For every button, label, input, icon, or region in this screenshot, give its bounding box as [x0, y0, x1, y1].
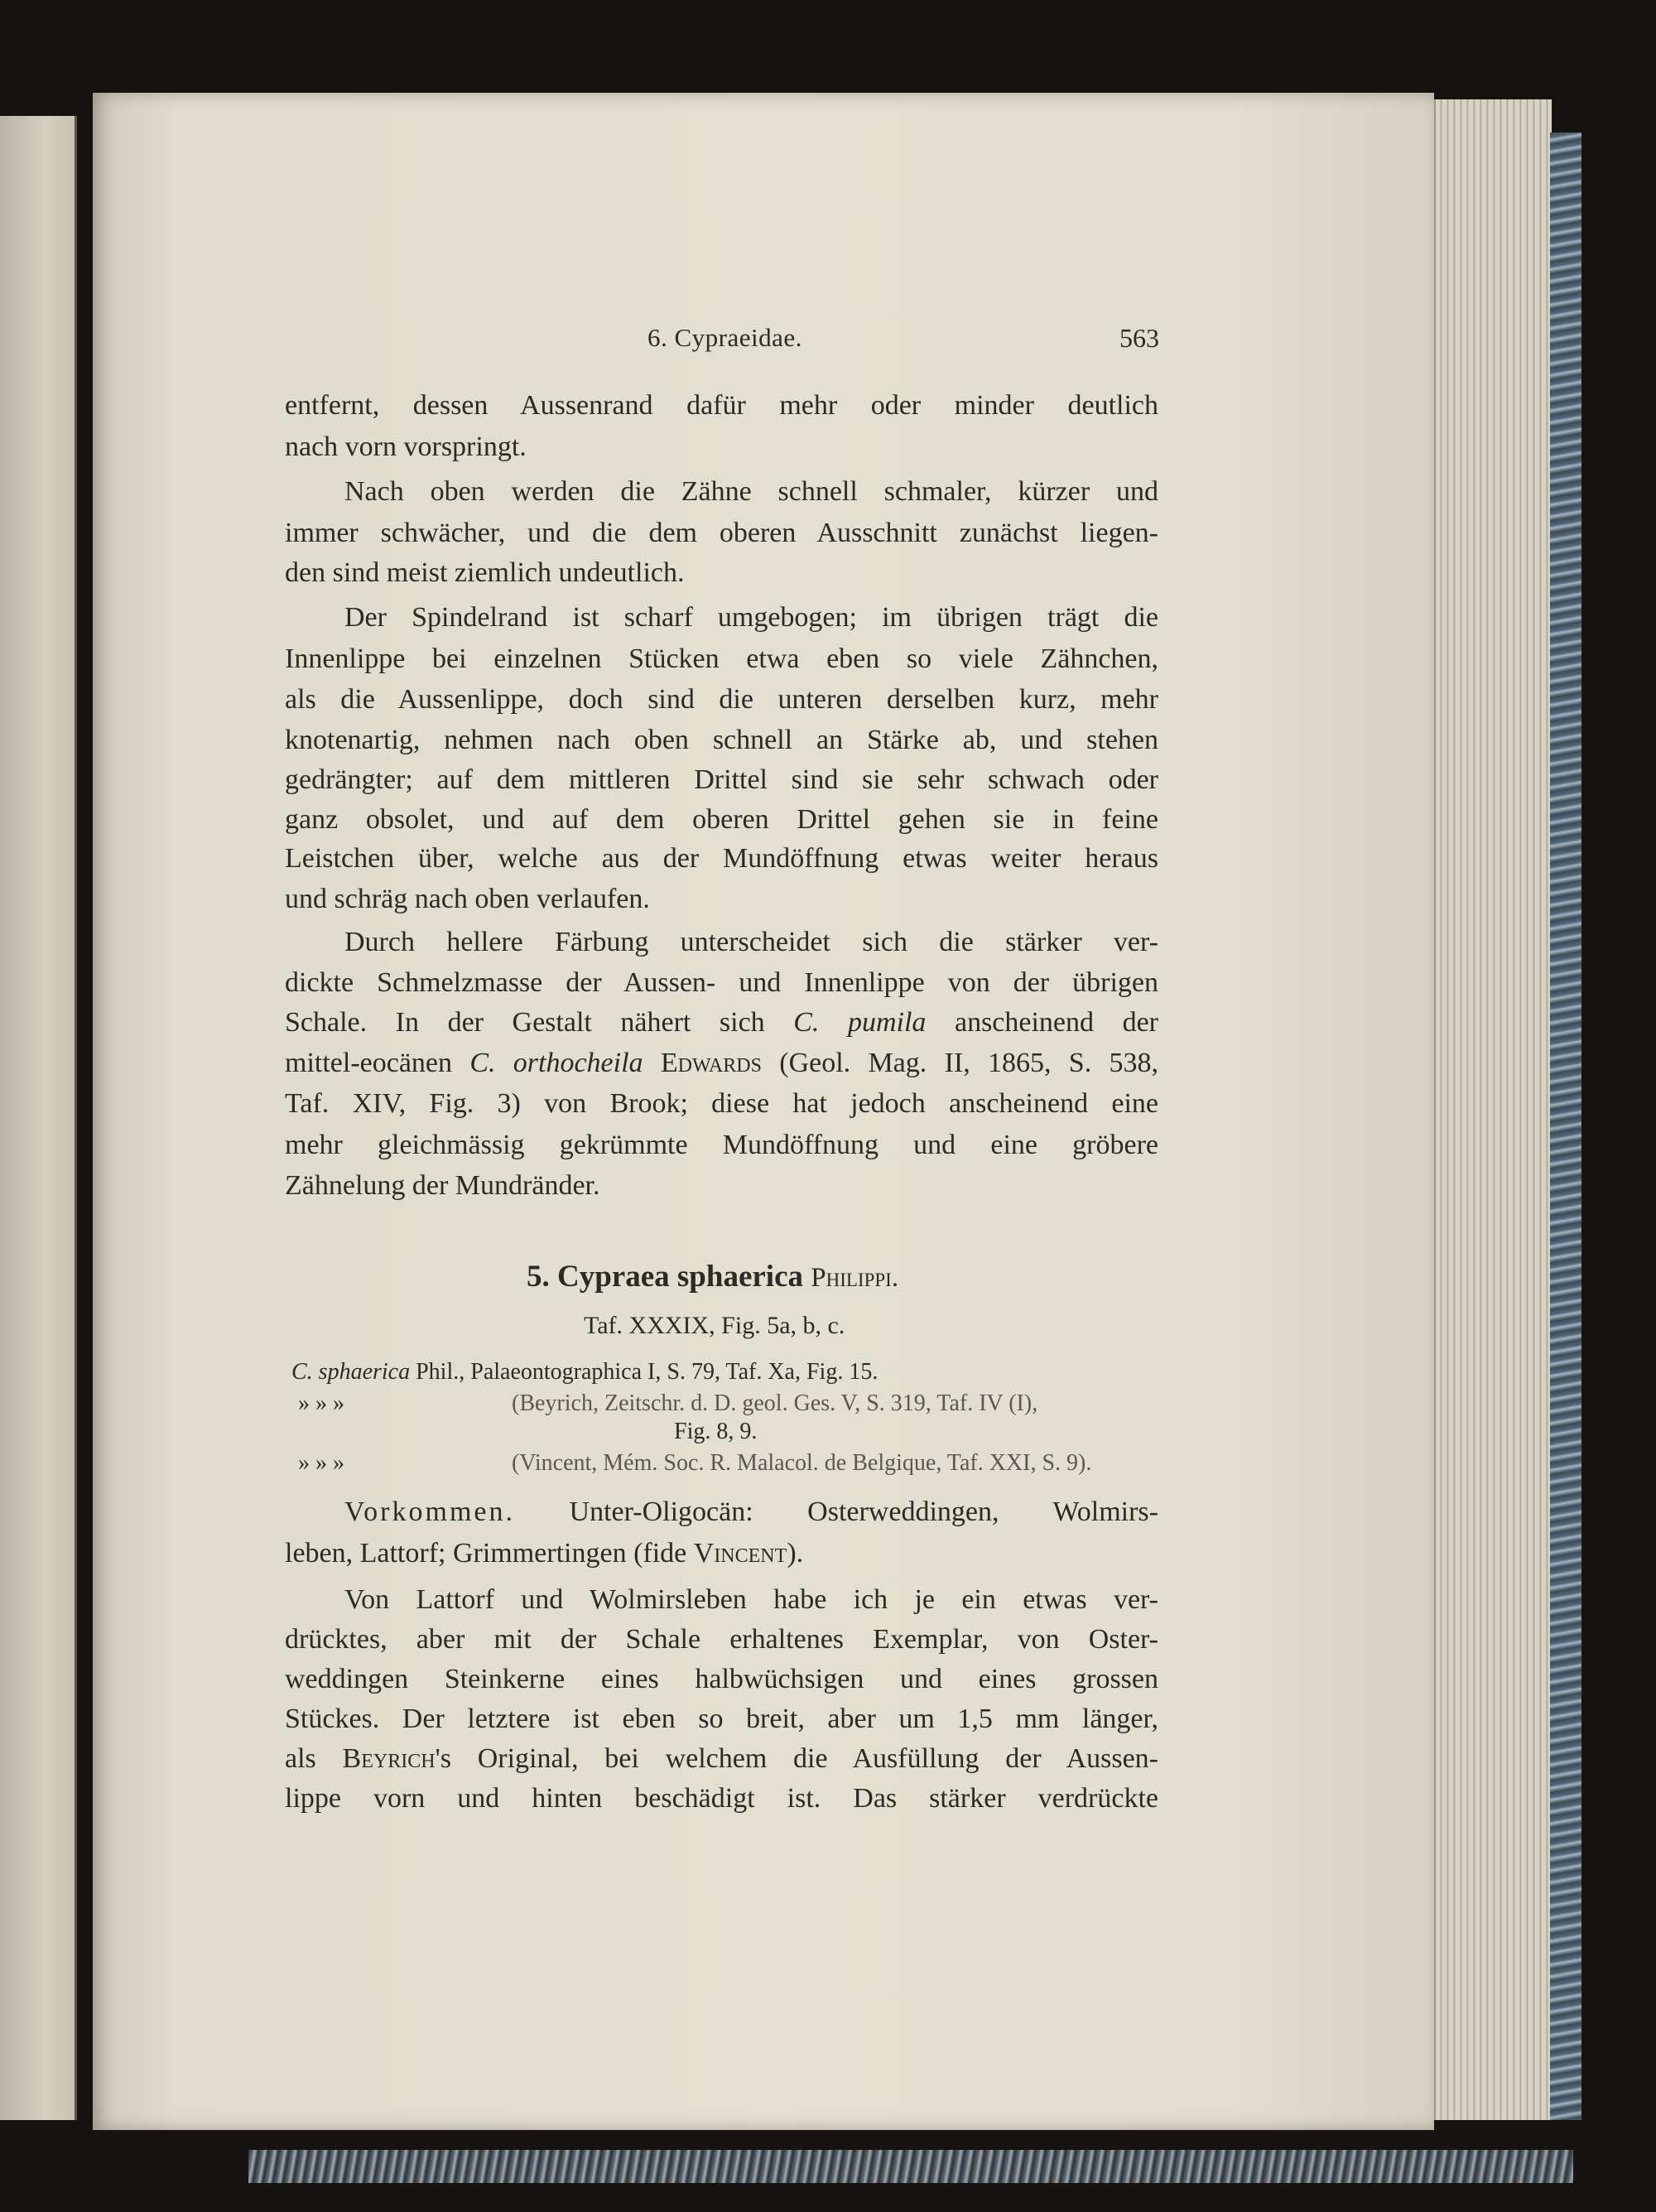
text-line: Nach oben werden die Zähne schnell schmaler, kürzer und — [344, 476, 1158, 507]
plate-reference: Taf. XXXIX, Fig. 5a, b, c. — [584, 1312, 845, 1339]
running-header — [282, 323, 1159, 356]
text-line: Leistchen über, welche aus der Mundöffnung etwas weiter heraus — [285, 843, 1158, 874]
text-line: entfernt, dessen Aussenrand dafür mehr oder minder deutlich — [285, 390, 1158, 421]
synonym-line: Fig. 8, 9. — [674, 1419, 758, 1444]
author-name: Edwards — [643, 1048, 762, 1078]
text-line: gedrängter; auf dem mittleren Drittel sind sie sehr schwach oder — [285, 764, 1158, 795]
text-line: Von Lattorf und Wolmirsleben habe ich je ein etwas ver- — [344, 1584, 1158, 1615]
text-line: als Beyrich's Original, bei welchem die Ausfüllung der Aussen- — [285, 1743, 1158, 1774]
text-line: knotenartig, nehmen nach oben schnell an Stärke ab, und stehen — [285, 725, 1158, 755]
text-line: lippe vorn und hinten beschädigt ist. Das stärker verdrückte — [285, 1783, 1158, 1814]
synonym-line: C. sphaerica Phil., Palaeontographica I, S. 79, Taf. Xa, Fig. 15. — [291, 1359, 879, 1385]
text-line: und schräg nach oben verlaufen. — [285, 884, 650, 914]
text-line: weddingen Steinkerne eines halbwüchsigen und eines grossen — [285, 1664, 1158, 1694]
text-line: den sind meist ziemlich undeutlich. — [285, 557, 685, 588]
text-line: mehr gleichmässig gekrümmte Mundöffnung und eine gröbere — [285, 1130, 1158, 1160]
page-number: 563 — [1119, 323, 1159, 353]
text-line: Taf. XIV, Fig. 3) von Brook; diese hat jedoch anscheinend eine — [285, 1088, 1158, 1119]
text-line: immer schwächer, und die dem oberen Ausschnitt zunächst liegen- — [285, 518, 1158, 548]
text-line: Schale. In der Gestalt nähert sich C. pumila anscheinend der — [285, 1007, 1158, 1038]
text-line: Vorkommen. Unter-Oligocän: Osterweddingen, Wolmirs- — [344, 1496, 1158, 1527]
running-title: 6. Cypraeidae. — [647, 323, 802, 352]
synonym-marks: » » » — [298, 1450, 344, 1476]
text-line: ganz obsolet, und auf dem oberen Drittel gehen sie in feine — [285, 804, 1158, 835]
occurrence-label: Vorkommen. — [344, 1496, 515, 1527]
text-line: Der Spindelrand ist scharf umgebogen; im übrigen trägt die — [344, 602, 1158, 633]
previous-page-edge — [0, 116, 77, 2120]
book-cover-edge — [1550, 133, 1581, 2120]
synonym-marks: » » » — [298, 1390, 344, 1416]
text-line: Innenlippe bei einzelnen Stücken etwa eben so viele Zähnchen, — [285, 643, 1158, 674]
marbled-edge — [248, 2150, 1573, 2183]
page-block-edges — [1434, 99, 1552, 2120]
text-line: Stückes. Der letztere ist eben so breit, aber um 1,5 mm länger, — [285, 1704, 1158, 1734]
text-line: nach vorn vorspringt. — [285, 431, 527, 462]
taxon-name: C. orthocheila — [469, 1048, 643, 1078]
taxon-name: C. pumila — [793, 1007, 927, 1038]
synonym-line: (Vincent, Mém. Soc. R. Malacol. de Belgique, Taf. XXI, S. 9). — [512, 1450, 1092, 1476]
text-line: Zähnelung der Mundränder. — [285, 1170, 600, 1201]
species-heading — [527, 1259, 898, 1294]
text-line: Durch hellere Färbung unterscheidet sich die stärker ver- — [344, 927, 1158, 957]
synonym-line: (Beyrich, Zeitschr. d. D. geol. Ges. V, S. 319, Taf. IV (I), — [512, 1390, 1038, 1416]
species-title: 5. Cypraea sphaerica — [527, 1260, 803, 1294]
text-line: mittel-eocänen C. orthocheila Edwards (Geol. Mag. II, 1865, S. 538, — [285, 1048, 1158, 1078]
text-line: leben, Lattorf; Grimmertingen (fide Vincent). — [285, 1538, 804, 1569]
text-line: als die Aussenlippe, doch sind die unteren derselben kurz, mehr — [285, 684, 1158, 715]
text-line: dickte Schmelzmasse der Aussen- und Innenlippe von der übrigen — [285, 967, 1158, 998]
text-line: drücktes, aber mit der Schale erhaltenes Exemplar, von Oster- — [285, 1624, 1158, 1655]
species-author: Philippi. — [811, 1263, 899, 1293]
